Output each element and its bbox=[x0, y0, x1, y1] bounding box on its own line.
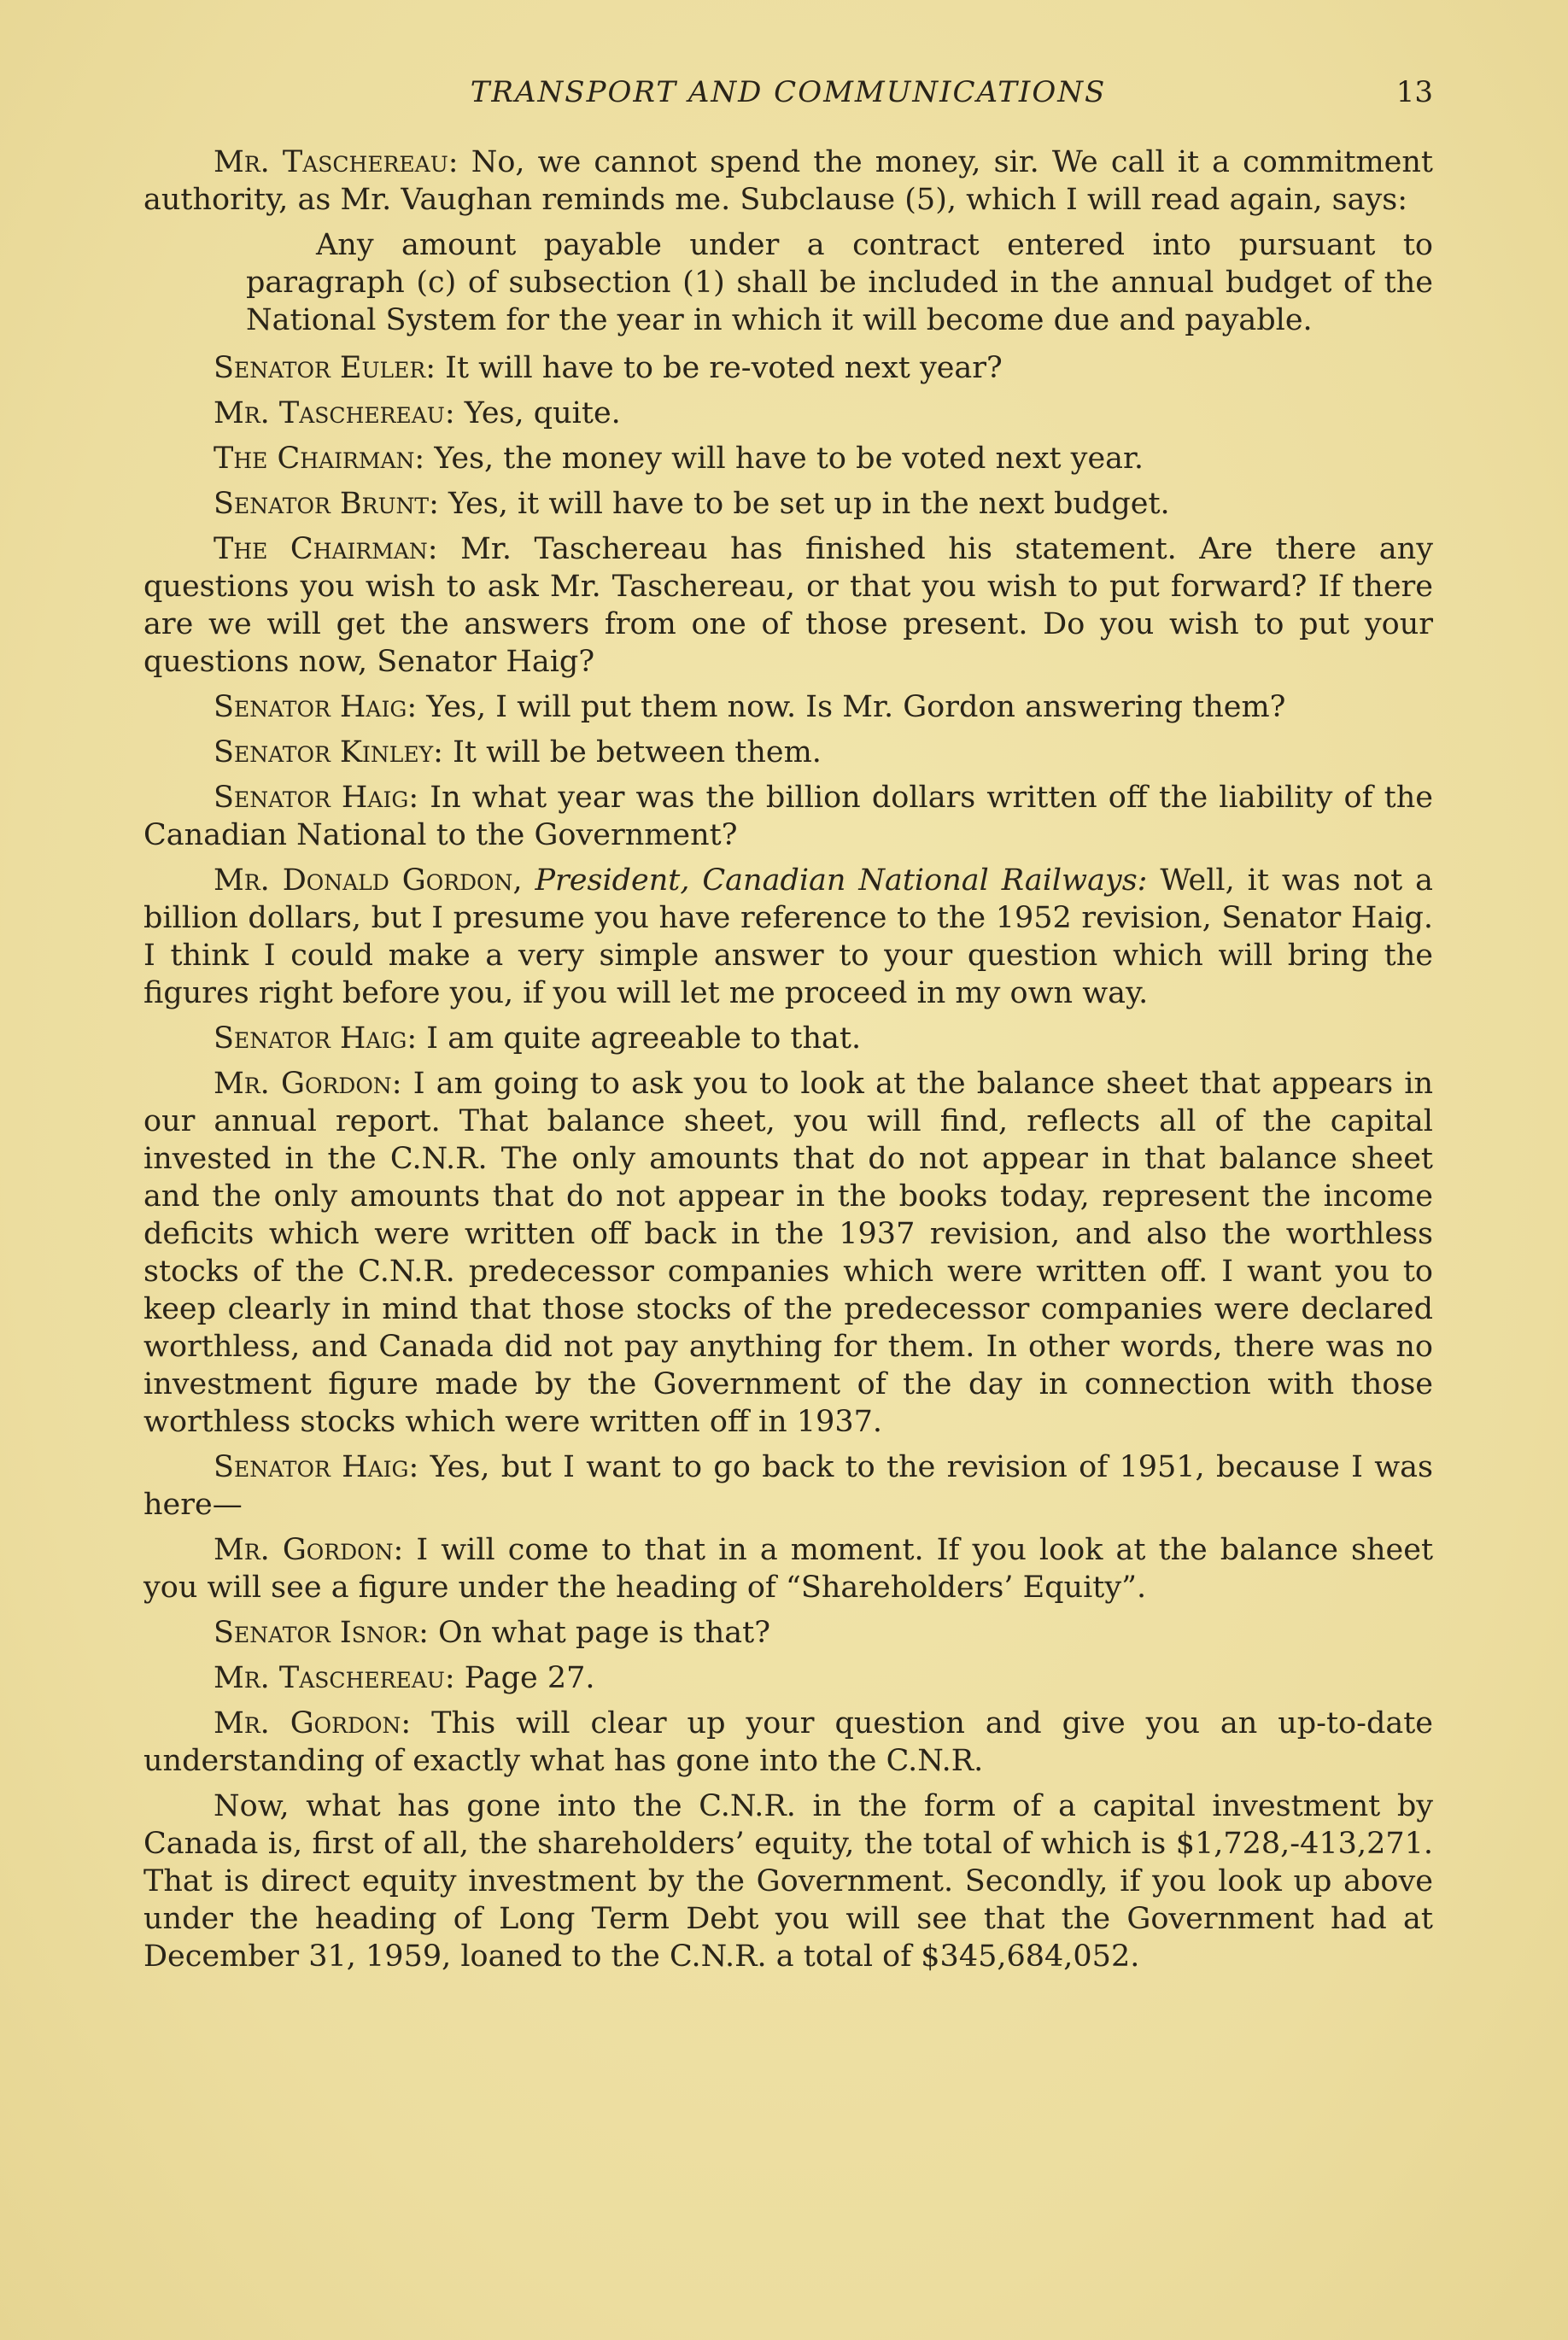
page-number: 13 bbox=[1395, 75, 1433, 109]
paragraph: Senator Kinley: It will be between them. bbox=[214, 735, 822, 769]
paragraph: Senator Haig: Yes, but I want to go back to the revision of 1951, because I was here— bbox=[143, 1450, 1433, 1522]
paragraph: Senator Haig: I am quite agreeable to that. bbox=[214, 1021, 862, 1056]
paragraph: Senator Haig: Yes, I will put them now. Is Mr. Gordon answering them? bbox=[214, 690, 1286, 724]
paragraph: Senator Euler: It will have to be re-voted next year? bbox=[214, 351, 1003, 385]
paragraph-text: Mr. Taschereau has finished his statement. Are there any questions you wish to ask Mr. Taschereau, or that you wish to put forward? If there are we will get the answers from one of those present. Do you wish to put your questions now, Senator Haig? bbox=[143, 532, 1433, 679]
body-text bbox=[143, 143, 1433, 1983]
speaker-role: President, Canadian National Railways: bbox=[535, 863, 1148, 898]
paragraph: The Chairman: Yes, the money will have to be voted next year. bbox=[214, 442, 1144, 476]
paragraph: Mr. Taschereau: Page 27. bbox=[214, 1661, 595, 1695]
paragraph-text: No, we cannot spend the money, sir. We call it a commitment authority, as Mr. Vaughan reminds me. Subclause (5), which I will read again, says: bbox=[143, 145, 1433, 217]
paragraph-text: Yes, but I want to go back to the revision of 1951, because I was here— bbox=[143, 1450, 1433, 1522]
speaker-name: Mr. Taschereau bbox=[214, 145, 448, 179]
paragraph: Mr. Taschereau: Yes, quite. bbox=[214, 396, 621, 430]
paragraph-text: I am going to ask you to look at the balance sheet that appears in our annual report. That balance sheet, you will find, reflects all of the capital invested in the C.N.R. The only amounts that do not appear in that balance sheet and the only amounts that do not appear in the books today, represent the income deficits which were written off back in the 1937 revision, and also the worthless stocks of the C.N.R. predecessor companies which were written off. I want you to keep clearly in mind that those stocks of the predecessor companies were declared worthless, and Canada did not pay anything for them. In other words, there was no investment figure made by the Government of the day in connection with those worthless stocks which were written off in 1937. bbox=[143, 1067, 1433, 1439]
running-title: TRANSPORT AND COMMUNICATIONS bbox=[470, 75, 1107, 109]
paragraph-text: Page 27. bbox=[464, 1661, 595, 1695]
speaker-name: Senator Euler bbox=[214, 351, 426, 385]
speaker-name: Senator Haig bbox=[214, 1021, 407, 1056]
speaker-name: Senator Brunt bbox=[214, 487, 430, 521]
paragraph-text: I will come to that in a moment. If you look at the balance sheet you will see a figure under the heading of “Shareholders’ Equity”. bbox=[143, 1533, 1434, 1605]
paragraph: Mr. Donald Gordon, President, Canadian National Railways: Well, it was not a billion dollars, but I presume you have reference to the 1952 revision, Senator Haig. I think I could make a very simple answer to your question which will bring the figures right before you, if you will let me proceed in my own way. bbox=[143, 863, 1433, 1010]
paragraph-text: Yes, the money will have to be voted next year. bbox=[434, 442, 1144, 476]
speaker-name: Senator Haig bbox=[214, 781, 409, 815]
paragraph-text: In what year was the billion dollars written off the liability of the Canadian National to the Government? bbox=[143, 781, 1433, 852]
speaker-name: Mr. Gordon bbox=[214, 1067, 392, 1101]
paragraph: Mr. Gordon: I am going to ask you to look at the balance sheet that appears in our annual report. That balance sheet, you will find, reflects all of the capital invested in the C.N.R. The only amounts that do not appear in that balance sheet and the only amounts that do not appear in the books today, represent the income deficits which were written off back in the 1937 revision, and also the worthless stocks of the C.N.R. predecessor companies which were written off. I want you to keep clearly in mind that those stocks of the predecessor companies were declared worthless, and Canada did not pay anything for them. In other words, there was no investment figure made by the Government of the day in connection with those worthless stocks which were written off in 1937. bbox=[143, 1067, 1433, 1439]
speaker-name: The Chairman bbox=[214, 442, 415, 476]
paragraph-text: It will have to be re-voted next year? bbox=[445, 351, 1003, 385]
speaker-name: Mr. Taschereau bbox=[214, 396, 445, 430]
paragraph-text: On what page is that? bbox=[437, 1616, 771, 1650]
paragraph: Mr. Gordon: This will clear up your question and give you an up-to-date understanding of exactly what has gone into the C.N.R. bbox=[143, 1706, 1434, 1778]
paragraph bbox=[143, 1787, 1433, 1975]
paragraph-text: Now, what has gone into the C.N.R. in the form of a capital investment by Canada is, first of all, the shareholders’ equity, the total of which is $1,728,-413,271. That is direct equity investment by the Government. Secondly, if you look up above under the heading of Long Term Debt you will see that the Government had at December 31, 1959, loaned to the C.N.R. a total of $345,684,052. bbox=[143, 1789, 1433, 1974]
paragraph-text: Well, it was not a billion dollars, but I presume you have reference to the 1952 revision, Senator Haig. I think I could make a very simple answer to your question which will bring the figures right before you, if you will let me proceed in my own way. bbox=[143, 863, 1433, 1010]
paragraph: Mr. Taschereau: No, we cannot spend the money, sir. We call it a commitment authority, as Mr. Vaughan reminds me. Subclause (5), which I will read again, says: bbox=[143, 145, 1433, 217]
paragraph-text: It will be between them. bbox=[453, 735, 822, 769]
paragraph: Senator Brunt: Yes, it will have to be set up in the next budget. bbox=[214, 487, 1170, 521]
paragraph-text: Yes, quite. bbox=[464, 396, 621, 430]
speaker-name: Mr. Gordon bbox=[214, 1533, 394, 1567]
block-quote: Any amount payable under a contract entered into pursuant to paragraph (c) of subsection (1) shall be included in the annual budget of the National System for the year in which it will become due and payable. bbox=[246, 228, 1433, 337]
paragraph-text: Yes, it will have to be set up in the next budget. bbox=[448, 487, 1170, 521]
paragraph: Senator Haig: In what year was the billion dollars written off the liability of the Canadian National to the Government? bbox=[143, 781, 1433, 852]
paragraph: Mr. Gordon: I will come to that in a moment. If you look at the balance sheet you will see a figure under the heading of “Shareholders’ Equity”. bbox=[143, 1533, 1434, 1605]
speaker-name: Senator Haig bbox=[214, 1450, 409, 1484]
speaker-name: Mr. Taschereau bbox=[214, 1661, 445, 1695]
paragraph-text: Yes, I will put them now. Is Mr. Gordon answering them? bbox=[426, 690, 1286, 724]
paragraph-text: I am quite agreeable to that. bbox=[426, 1021, 862, 1056]
page-header bbox=[143, 75, 1433, 120]
speaker-name: Mr. Gordon bbox=[214, 1706, 401, 1740]
speaker-name: The Chairman bbox=[214, 532, 428, 566]
speaker-name: Senator Kinley bbox=[214, 735, 434, 769]
speaker-name: Mr. Donald Gordon bbox=[214, 863, 513, 898]
paragraph: Senator Isnor: On what page is that? bbox=[214, 1616, 771, 1650]
speaker-name: Senator Isnor bbox=[214, 1616, 419, 1650]
speaker-name: Senator Haig bbox=[214, 690, 407, 724]
paragraph: The Chairman: Mr. Taschereau has finished his statement. Are there any questions you wish to ask Mr. Taschereau, or that you wish to put forward? If there are we will get the answers from one of those present. Do you wish to put your questions now, Senator Haig? bbox=[143, 532, 1433, 679]
paragraph-text: This will clear up your question and give you an up-to-date understanding of exactly what has gone into the C.N.R. bbox=[143, 1706, 1434, 1778]
